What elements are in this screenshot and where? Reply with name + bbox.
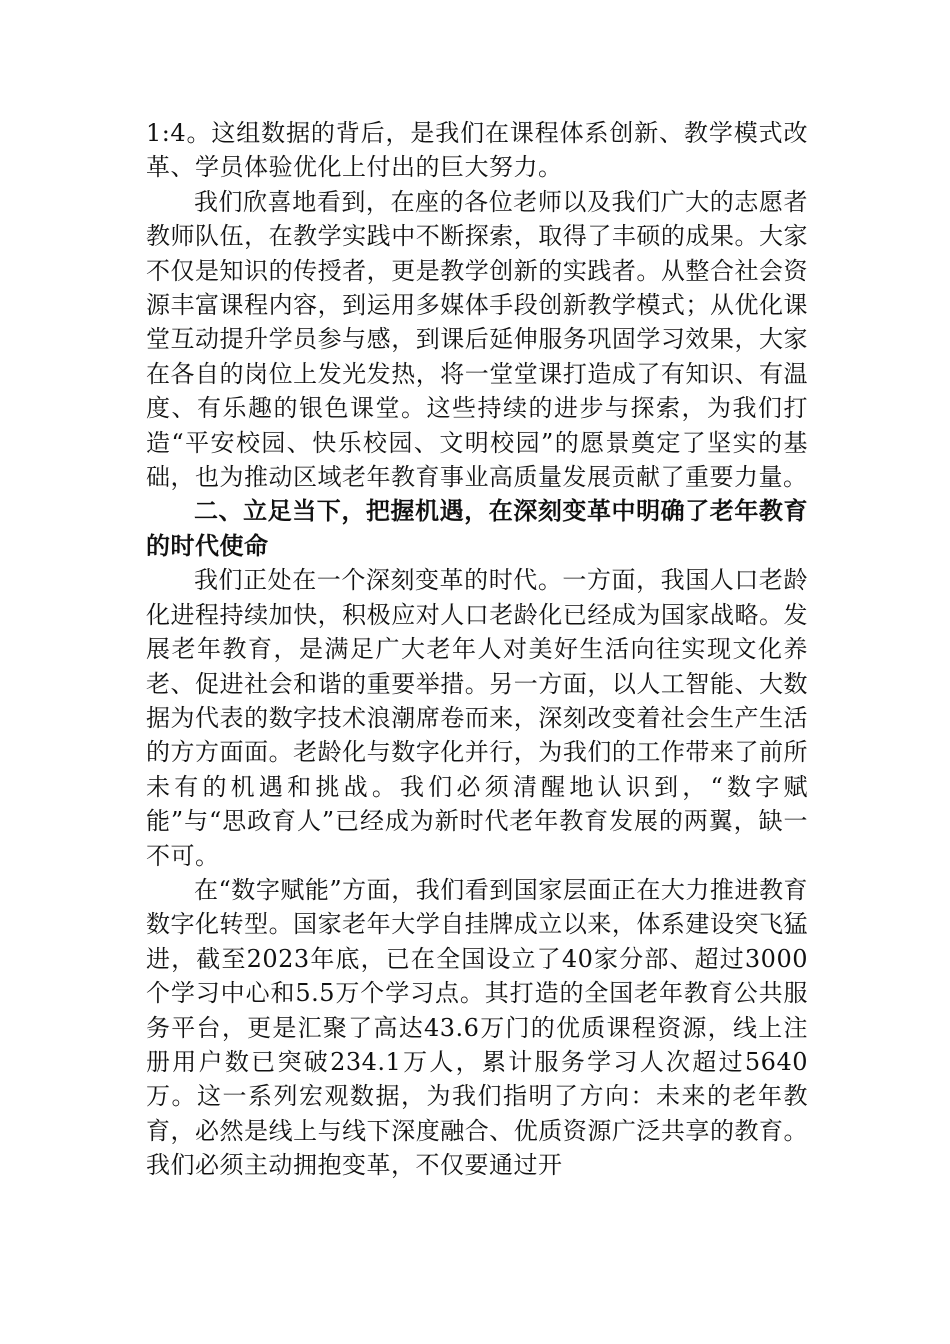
document-page — [146, 116, 808, 1183]
section-heading: 二、立足当下，把握机遇，在深刻变革中明确了老年教育的时代使命 — [146, 497, 808, 560]
paragraph-era-of-change: 我们正处在一个深刻变革的时代。一方面，我国人口老龄化进程持续加快，积极应对人口老龄化已经成为国家战略。发展老年教育，是满足广大老年人对美好生活向往实现文化养老、促进社会和谐的重要举措。另一方面，以人工智能、大数据为代表的数字技术浪潮席卷而来，深刻改变着社会生产生活的方方面面。老龄化与数字化并行，为我们的工作带来了前所未有的机遇和挑战。我们必须清醒地认识到，“数字赋能”与“思政育人”已经成为新时代老年教育发展的两翼，缺一不可。 — [146, 566, 808, 870]
paragraph-continuation: 1:4。这组数据的背后，是我们在课程体系创新、教学模式改革、学员体验优化上付出的巨大努力。 — [146, 119, 808, 182]
paragraph-teacher-achievements: 我们欣喜地看到，在座的各位老师以及我们广大的志愿者教师队伍，在教学实践中不断探索，取得了丰硕的成果。大家不仅是知识的传授者，更是教学创新的实践者。从整合社会资源丰富课程内容，到运用多媒体手段创新教学模式；从优化课堂互动提升学员参与感，到课后延伸服务巩固学习效果，大家在各自的岗位上发光发热，将一堂堂课打造成了有知识、有温度、有乐趣的银色课堂。这些持续的进步与探索，为我们打造“平安校园、快乐校园、文明校园”的愿景奠定了坚实的基础，也为推动区域老年教育事业高质量发展贡献了重要力量。 — [146, 187, 808, 492]
paragraph-digital-empowerment: 在“数字赋能”方面，我们看到国家层面正在大力推进教育数字化转型。国家老年大学自挂牌成立以来，体系建设突飞猛进，截至2023年底，已在全国设立了40家分部、超过3000个学习中心和5.5万个学习点。其打造的全国老年教育公共服务平台，更是汇聚了高达43.6万门的优质课程资源，线上注册用户数已突破234.1万人，累计服务学习人次超过5640万。这一系列宏观数据，为我们指明了方向：未来的老年教育，必然是线上与线下深度融合、优质资源广泛共享的教育。我们必须主动拥抱变革，不仅要通过开 — [146, 875, 808, 1180]
